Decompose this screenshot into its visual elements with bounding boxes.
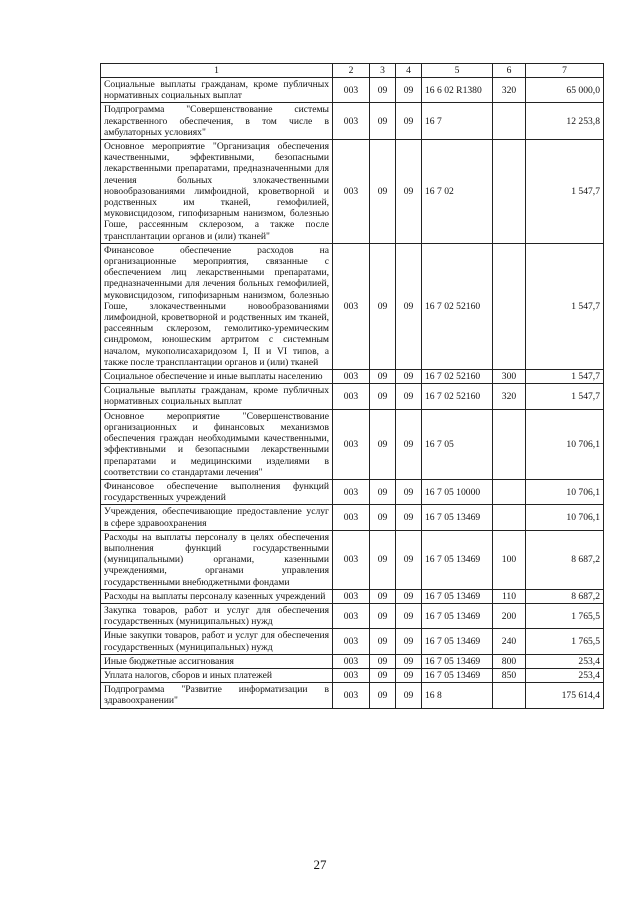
cell-amount: 8 687,2 [526, 589, 604, 603]
cell-name: Финансовое обеспечение расходов на организационные мероприятия, связанные с обеспечением лиц лекарственными препаратами, предназначенными для лечения больных гемофилией, муковисцидозом, гипофизарным нанизмом, болезнью Гоше, злокачественными новообразованиями лимфоидной, кроветворной и родственных им тканей, рассеянным склерозом, гемолитико-уремическим синдромом, юношеским артритом с системным началом, мукополисахаридозом I, II и VI типов, а также после трансплантации органов и (или) тканей [101, 243, 333, 369]
cell-expense-type [493, 683, 526, 708]
cell-expense-type: 300 [493, 370, 526, 384]
cell-expense-type: 320 [493, 384, 526, 409]
cell-ministry-code: 003 [333, 370, 370, 384]
cell-target-article: 16 7 05 13469 [422, 654, 493, 668]
cell-target-article: 16 7 05 13469 [422, 530, 493, 589]
cell-section-code: 09 [370, 505, 396, 530]
cell-subsection-code: 09 [396, 505, 422, 530]
cell-target-article: 16 7 02 52160 [422, 243, 493, 369]
cell-name: Подпрограмма "Развитие информатизации в здравоохранении" [101, 683, 333, 708]
cell-amount: 253,4 [526, 654, 604, 668]
cell-subsection-code: 09 [396, 243, 422, 369]
table-row [101, 589, 604, 603]
cell-ministry-code: 003 [333, 683, 370, 708]
cell-subsection-code: 09 [396, 629, 422, 654]
column-header: 6 [493, 64, 526, 78]
column-header: 5 [422, 64, 493, 78]
table-row [101, 78, 604, 103]
cell-ministry-code: 003 [333, 384, 370, 409]
table-header-row [101, 64, 604, 78]
cell-expense-type: 800 [493, 654, 526, 668]
table-row [101, 603, 604, 628]
cell-subsection-code: 09 [396, 589, 422, 603]
cell-amount: 1 765,5 [526, 629, 604, 654]
cell-amount: 1 547,7 [526, 243, 604, 369]
cell-name: Учреждения, обеспечивающие предоставление услуг в сфере здравоохранения [101, 505, 333, 530]
cell-target-article: 16 7 05 13469 [422, 505, 493, 530]
table-row [101, 683, 604, 708]
cell-subsection-code: 09 [396, 654, 422, 668]
cell-amount: 1 765,5 [526, 603, 604, 628]
cell-subsection-code: 09 [396, 384, 422, 409]
table-row [101, 370, 604, 384]
cell-section-code: 09 [370, 243, 396, 369]
cell-ministry-code: 003 [333, 243, 370, 369]
cell-subsection-code: 09 [396, 603, 422, 628]
cell-amount: 10 706,1 [526, 409, 604, 479]
cell-ministry-code: 003 [333, 654, 370, 668]
cell-name: Основное мероприятие "Совершенствование организационных и финансовых механизмов обеспечения граждан необходимыми качественными, эффективными и безопасными лекарственными препаратами и медицинскими изделиями в соответствии со стандартами лечения" [101, 409, 333, 479]
cell-ministry-code: 003 [333, 629, 370, 654]
cell-section-code: 09 [370, 668, 396, 682]
table-row [101, 629, 604, 654]
cell-target-article: 16 7 02 52160 [422, 384, 493, 409]
cell-section-code: 09 [370, 530, 396, 589]
cell-ministry-code: 003 [333, 409, 370, 479]
cell-name: Социальное обеспечение и иные выплаты населению [101, 370, 333, 384]
cell-expense-type [493, 479, 526, 504]
column-header: 7 [526, 64, 604, 78]
cell-ministry-code: 003 [333, 530, 370, 589]
table-row [101, 505, 604, 530]
cell-target-article: 16 7 [422, 103, 493, 140]
cell-name: Основное мероприятие "Организация обеспечения качественными, эффективными, безопасными лекарственными препаратами, предназначенными для лечения больных злокачественными новообразованиями лимфоидной, кроветворной и родственных им тканей, гемофилией, муковисцидозом, гипофизарным нанизмом, болезнью Гоше, рассеянным склерозом, а также после трансплантации органов и (или) тканей" [101, 140, 333, 244]
column-header: 1 [101, 64, 333, 78]
cell-expense-type: 320 [493, 78, 526, 103]
cell-name: Расходы на выплаты персоналу в целях обеспечения выполнения функций государственными (муниципальными) органами, казенными учреждениями, органами управления государственными внебюджетными фондами [101, 530, 333, 589]
cell-ministry-code: 003 [333, 668, 370, 682]
cell-expense-type: 110 [493, 589, 526, 603]
cell-amount: 12 253,8 [526, 103, 604, 140]
cell-target-article: 16 7 05 10000 [422, 479, 493, 504]
cell-name: Социальные выплаты гражданам, кроме публичных нормативных социальных выплат [101, 384, 333, 409]
cell-name: Подпрограмма "Совершенствование системы лекарственного обеспечения, в том числе в амбулаторных условиях" [101, 103, 333, 140]
cell-subsection-code: 09 [396, 683, 422, 708]
cell-section-code: 09 [370, 479, 396, 504]
cell-target-article: 16 7 05 13469 [422, 668, 493, 682]
cell-name: Иные закупки товаров, работ и услуг для обеспечения государственных (муниципальных) нужд [101, 629, 333, 654]
cell-name: Закупка товаров, работ и услуг для обеспечения государственных (муниципальных) нужд [101, 603, 333, 628]
cell-subsection-code: 09 [396, 370, 422, 384]
cell-section-code: 09 [370, 370, 396, 384]
column-header: 2 [333, 64, 370, 78]
cell-section-code: 09 [370, 683, 396, 708]
cell-ministry-code: 003 [333, 479, 370, 504]
cell-target-article: 16 7 05 [422, 409, 493, 479]
cell-name: Уплата налогов, сборов и иных платежей [101, 668, 333, 682]
cell-name: Расходы на выплаты персоналу казенных учреждений [101, 589, 333, 603]
cell-ministry-code: 003 [333, 603, 370, 628]
cell-ministry-code: 003 [333, 505, 370, 530]
cell-ministry-code: 003 [333, 140, 370, 244]
cell-expense-type: 100 [493, 530, 526, 589]
cell-amount: 10 706,1 [526, 505, 604, 530]
cell-section-code: 09 [370, 384, 396, 409]
column-header: 3 [370, 64, 396, 78]
cell-target-article: 16 7 02 52160 [422, 370, 493, 384]
cell-subsection-code: 09 [396, 103, 422, 140]
cell-subsection-code: 09 [396, 409, 422, 479]
cell-expense-type [493, 505, 526, 530]
table-row [101, 243, 604, 369]
cell-amount: 65 000,0 [526, 78, 604, 103]
cell-subsection-code: 09 [396, 479, 422, 504]
cell-subsection-code: 09 [396, 78, 422, 103]
cell-subsection-code: 09 [396, 140, 422, 244]
table-row [101, 140, 604, 244]
cell-section-code: 09 [370, 78, 396, 103]
cell-name: Социальные выплаты гражданам, кроме публичных нормативных социальных выплат [101, 78, 333, 103]
cell-section-code: 09 [370, 589, 396, 603]
cell-expense-type [493, 140, 526, 244]
cell-subsection-code: 09 [396, 530, 422, 589]
cell-target-article: 16 7 05 13469 [422, 589, 493, 603]
cell-expense-type: 240 [493, 629, 526, 654]
table-row [101, 654, 604, 668]
cell-ministry-code: 003 [333, 78, 370, 103]
cell-name: Финансовое обеспечение выполнения функций государственных учреждений [101, 479, 333, 504]
cell-expense-type: 850 [493, 668, 526, 682]
table-row [101, 479, 604, 504]
cell-target-article: 16 7 05 13469 [422, 629, 493, 654]
cell-expense-type [493, 243, 526, 369]
cell-name: Иные бюджетные ассигнования [101, 654, 333, 668]
cell-amount: 1 547,7 [526, 370, 604, 384]
table-row [101, 384, 604, 409]
cell-section-code: 09 [370, 654, 396, 668]
cell-subsection-code: 09 [396, 668, 422, 682]
cell-expense-type [493, 409, 526, 479]
cell-ministry-code: 003 [333, 589, 370, 603]
cell-section-code: 09 [370, 103, 396, 140]
cell-amount: 253,4 [526, 668, 604, 682]
page-number: 27 [313, 857, 327, 872]
cell-section-code: 09 [370, 603, 396, 628]
cell-expense-type [493, 103, 526, 140]
cell-amount: 1 547,7 [526, 384, 604, 409]
cell-section-code: 09 [370, 409, 396, 479]
cell-target-article: 16 8 [422, 683, 493, 708]
cell-ministry-code: 003 [333, 103, 370, 140]
cell-expense-type: 200 [493, 603, 526, 628]
cell-amount: 10 706,1 [526, 479, 604, 504]
cell-target-article: 16 7 05 13469 [422, 603, 493, 628]
cell-amount: 175 614,4 [526, 683, 604, 708]
table-row [101, 668, 604, 682]
table-body [101, 78, 604, 709]
cell-section-code: 09 [370, 629, 396, 654]
table-row [101, 409, 604, 479]
table-row [101, 530, 604, 589]
cell-target-article: 16 7 02 [422, 140, 493, 244]
cell-amount: 8 687,2 [526, 530, 604, 589]
cell-section-code: 09 [370, 140, 396, 244]
budget-table [100, 63, 604, 709]
cell-target-article: 16 6 02 R1380 [422, 78, 493, 103]
cell-amount: 1 547,7 [526, 140, 604, 244]
table-row [101, 103, 604, 140]
column-header: 4 [396, 64, 422, 78]
